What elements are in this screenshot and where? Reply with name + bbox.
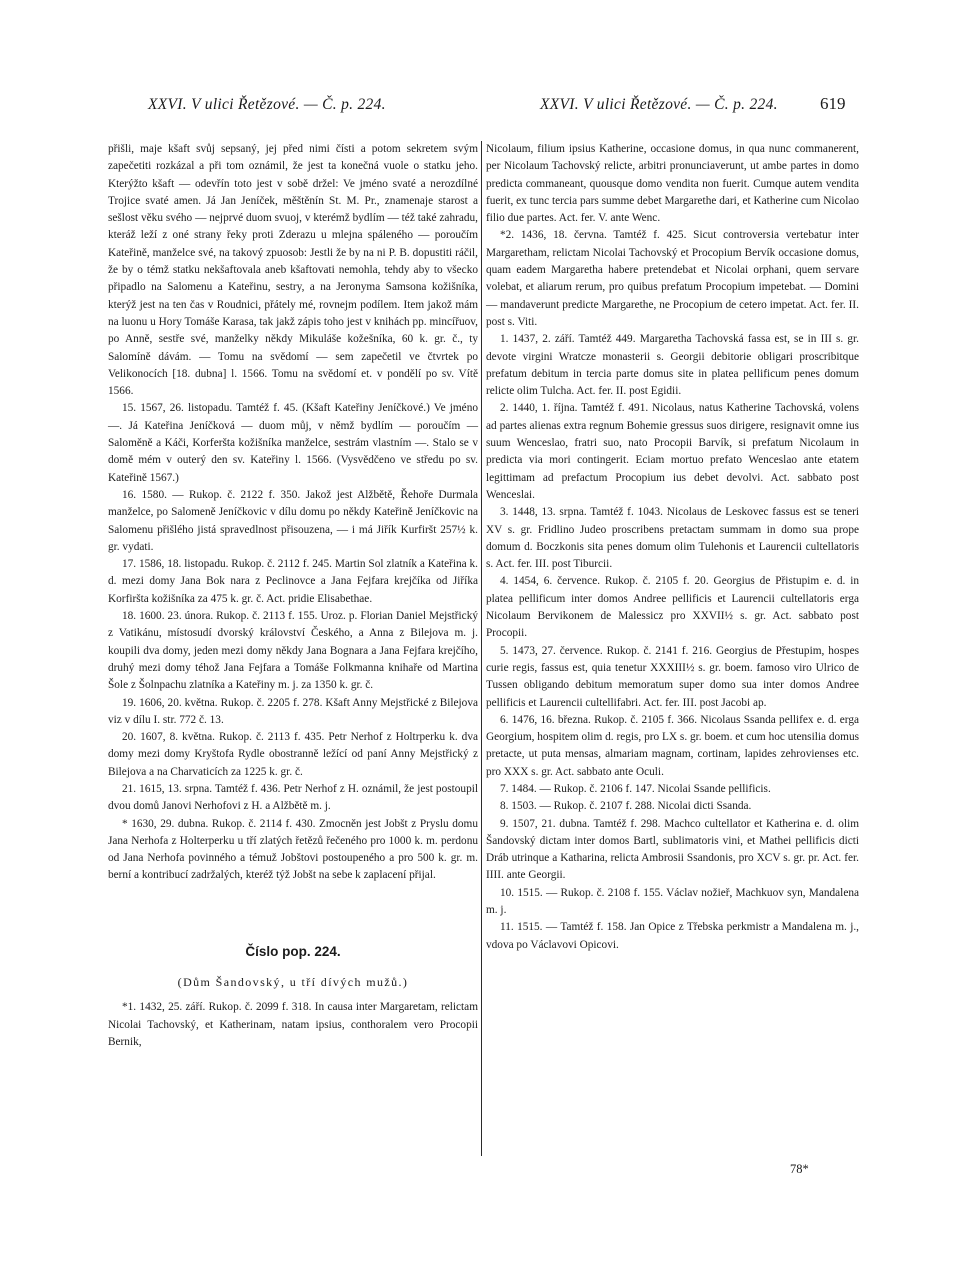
page-number: 619 xyxy=(820,94,846,113)
section-title: Číslo pop. 224. xyxy=(245,943,341,959)
header-left-title: XXVI. V ulici Řetězové. — Č. p. 224. xyxy=(148,96,386,113)
section-subtitle: (Dům Šandovský, u tří dívých mužů.) xyxy=(177,975,409,990)
paragraph: 17. 1586, 18. listopadu. Rukop. č. 2112 f. 245. Martin Sol zlatník a Kateřina k. d. mezi domy Jana Bok nara z Peclinovce a Jana Fejfara krejčíka od Jiříka Korfiršta kožišníka za 475 k. gr. č. Act. pridie Elisabethae. xyxy=(108,558,478,605)
paragraph: 15. 1567, 26. listopadu. Tamtéž f. 45. (Kšaft Kateřiny Jeníčkové.) Ve jméno —. Já Kateřina Jeníčková — duom můj, v němž bydlím — poroučím — Saloměně a Káči, Korferšta kožišníka manželce, sestrám vlastním —. Stalo se v domě mém v outerý den sv. Kateřiny l. 1566. (Vysvědčeno ve středu po sv. Kateřině 1567.) xyxy=(108,402,478,484)
paragraph: 8. 1503. — Rukop. č. 2107 f. 288. Nicolai dicti Ssanda. xyxy=(500,800,752,813)
paragraph: přišli, maje kšaft svůj sepsaný, jej před nimi čísti a potom sekretem svým zapečetiti rozkázal a při tom oznámil, že jest ta konečná vuole o statku jeho. Kterýžto kšaft — odevřín toto jest v sobě držel: Ve jméno svaté a nerozdílné Trojice svaté amen. Já Jan Jeníček, měštěnín St. M. Pr., znamenaje starost a sešlost věku svého — nejprvé duom svuoj, v kterémž bydlím — též také zahradu, kteráž leží z oné strany řeky proti Zderazu u mlejna spáleného — poroučím Kateřině, manželce své, na takový zpuosob: Jestli že by na ni P. B. dopustiti ráčil, že by o témž statku nekšaftovala aneb kšaftovati nemohla, tehdy aby to všecko připadlo na Salomenu a Kateřinu, sestry, a na Jeronyma Samsona kožišníka, kterýž jest na ten čas v Roudnici, přátely mé, rovnejm podílem. Item jakož mám na luonu u Hory Tomáše Karasa, tak jakž zápis toho jest v knihách pp. mincířuov, po Anně, sestře své, manželky někdy Mikuláše kožešníka, 60 k. gr. č., ty Salomíně dávám. — Tomu na svědomí — sem zapečetil ve čtvrtek po Velikonocích [18. dubna] l. 1566. Tomu na svědomí et. v pondělí po sv. Vítě 1566. xyxy=(108,143,478,398)
paragraph: 1. 1437, 2. září. Tamtéž 449. Margaretha Tachovská fassa est, se in III s. gr. devote virgini Wratcze monasterii s. Georgii debitorie obligari proscribitque prefatum debitum in tercia parte domus site in platea pellificum penes domum relicte olim Tulcha. Act. fer. II. post Egidii. xyxy=(486,333,859,398)
signature-mark: 78* xyxy=(790,1162,809,1176)
running-header xyxy=(0,96,960,120)
left-column xyxy=(108,141,478,1051)
paragraph: 7. 1484. — Rukop. č. 2106 f. 147. Nicolai Ssande pellificis. xyxy=(500,782,771,795)
paragraph: 19. 1606, 20. května. Rukop. č. 2205 f. 278. Kšaft Anny Mejstřické z Bilejova viz v dílu I. str. 772 č. 13. xyxy=(108,696,478,726)
paragraph: 3. 1448, 13. srpna. Tamtéž f. 1043. Nicolaus de Leskovec fassus est se teneri XV s. gr. Fridlino Judeo proscribens pretactam summam in domo sua prope domum d. Boczkonis sita penes domum olim Tulehonis et Laurencii cultellatoris s. Act. fer. III. post Tiburcii. xyxy=(486,506,859,571)
paragraph: Nicolaum, filium ipsius Katherine, occasione domus, in qua nunc commanerent, per Nicolaum Tachovský relicte, arbitri pronunciaverunt, ut ambe partes in domo predicta commaneant, quousque domo vendita non fuerit. Cumque autem vendita fuerit, ex tunc tercia pars summe debet Margarethe dari, et Katherine cum Nicolao filio due partes. Act. fer. V. ante Wenc. xyxy=(486,143,859,225)
paragraph: 2. 1440, 1. října. Tamtéž f. 491. Nicolaus, natus Katherine Tachovská, volens ad partes alienas extra regnum Bohemie gressus suos dirigere, resignavit omne ius suum Wenceslao, fratri suo, nato Procopii Barvík, si prefatum Nicolaum in predicta via mori contingerit. Eciam mortuo prefato Wenceslao ante etatem legittimam ad prefactum Procopium ius debet devolvi. Act. sabbato post Wenceslai. xyxy=(486,402,859,501)
paragraph: 9. 1507, 21. dubna. Tamtéž f. 298. Machco cultellator et Katherina e. d. olim Šandovský dictam inter domos Bartl, sublimatoris vini, et Mathei pellificis dicti Dráb utrinque a Katharina, relicta Ambrosii Ssandonis, pro XCV s. gr. pr. Act. fer. IIII. ante Georgii. xyxy=(486,817,859,882)
paragraph: *1. 1432, 25. září. Rukop. č. 2099 f. 318. In causa inter Margaretam, relictam Nicolai Tachovský, et Katherinam, natam ipsius, conthoralem vero Procopii Bernik, xyxy=(108,1001,478,1048)
paragraph: 6. 1476, 16. března. Rukop. č. 2105 f. 366. Nicolaus Ssanda pellifex e. d. erga Georgium, hospitem olim d. regis, pro LX s. gr. boem. et cum hoc utensilia domus pretacte, ut puta mensas, almariam magnam, cortinam, lapides zehrovienses etc. pro XXX s. gr. Act. sabbato ante Oculi. xyxy=(486,713,859,778)
paragraph: * 1630, 29. dubna. Rukop. č. 2114 f. 430. Zmocněn jest Jobšt z Pryslu domu Jana Nerhofa z Holterperku u tří zlatých řetězů řečeného pro 1000 k. m. perdonu od Jana Nerhofa povinného a témuž Jobštovi postoupeného a pro 500 k. gr. m. berní a kontribucí zadržalých, kteréž týž Jobšt na sebe k zaplacení přijal. xyxy=(108,817,478,882)
paragraph: 18. 1600. 23. února. Rukop. č. 2113 f. 155. Uroz. p. Florian Daniel Mejstřický z Vatikánu, místosudí dvorský království Českého, a Anna z Bilejova m. j. koupili dva domy, jeden mezi domy někdy Jana Bognara a Jana Fejfara krejčího, druhý mezi domy téhož Jana Fejfara a Tomáše Folkmanna knihaře od Martina Šole z Šolnpachu zlatníka a Kateřiny m. j. za 1350 k. gr. č. xyxy=(108,610,478,692)
paragraph: *2. 1436, 18. června. Tamtéž f. 425. Sicut controversia vertebatur inter Margaretham, relictam Nicolai Tachovský et Procopium Bervík occasione domus, quam eadem Margaretha habere pretendebat et Nicolai orphani, quem servare volebat, et aliarum rerum, pro quibus prefatum Procopium impetebat. — Domini — mandaverunt predicte Margarethe, ne Procopium de cetero impetat. Act. fer. II. post s. Viti. xyxy=(486,229,859,328)
paragraph: 16. 1580. — Rukop. č. 2122 f. 350. Jakož jest Alžbětě, Řehoře Durmala manželce, po Salomeně Jeníčkovic v dílu domu po někdy Kateřině Jeníčkovic na Salomenu přišlého jistá spravedlnost přisouzena, — i má Jiřík Kurfiršt 257½ k. gr. vydati. xyxy=(108,488,478,553)
paragraph: 5. 1473, 27. července. Rukop. č. 2141 f. 216. Georgius de Přestupim, hospes curie regis, fassus est, quia tenetur XXXIII½ s. gr. boem. famoso viro Ulrico de Tussen obligando debitum memoratum super domo sua inter domos Andree pellificis et Laurencii cultellifabri. Act. fer. III. post Jacobi ap. xyxy=(486,644,859,709)
column-divider xyxy=(481,141,482,1156)
paragraph: 10. 1515. — Rukop. č. 2108 f. 155. Václav nožieř, Machkuov syn, Mandalena m. j. xyxy=(486,886,859,917)
paragraph: 20. 1607, 8. května. Rukop. č. 2113 f. 435. Petr Nerhof z Holtrperku k. dva domy mezi domy Kryštofa Rydle obostranně ležící od paní Anny Mejstřický z Bilejova a na Charvaticích za 1225 k. gr. č. xyxy=(108,731,478,778)
header-right-title: XXVI. V ulici Řetězové. — Č. p. 224. xyxy=(540,96,778,113)
paragraph: 11. 1515. — Tamtéž f. 158. Jan Opice z Třebska perkmistr a Mandalena m. j., vdova po Václavovi Opicovi. xyxy=(486,921,859,951)
right-column xyxy=(486,141,859,954)
paragraph: 4. 1454, 6. července. Rukop. č. 2105 f. 20. Georgius de Přistupim e. d. in platea pellificum inter domos Andree pellificis et Laurencii cultellatoris erga Nicolaum Bervikonem de Malessicz pro XXVII½ s. gr. Act. sabbato post Procopii. xyxy=(486,575,859,640)
paragraph: 21. 1615, 13. srpna. Tamtéž f. 436. Petr Nerhof z H. oznámil, že jest postoupil dvou domů Janovi Nerhofovi z H. a Alžbětě m. j. xyxy=(108,782,478,813)
